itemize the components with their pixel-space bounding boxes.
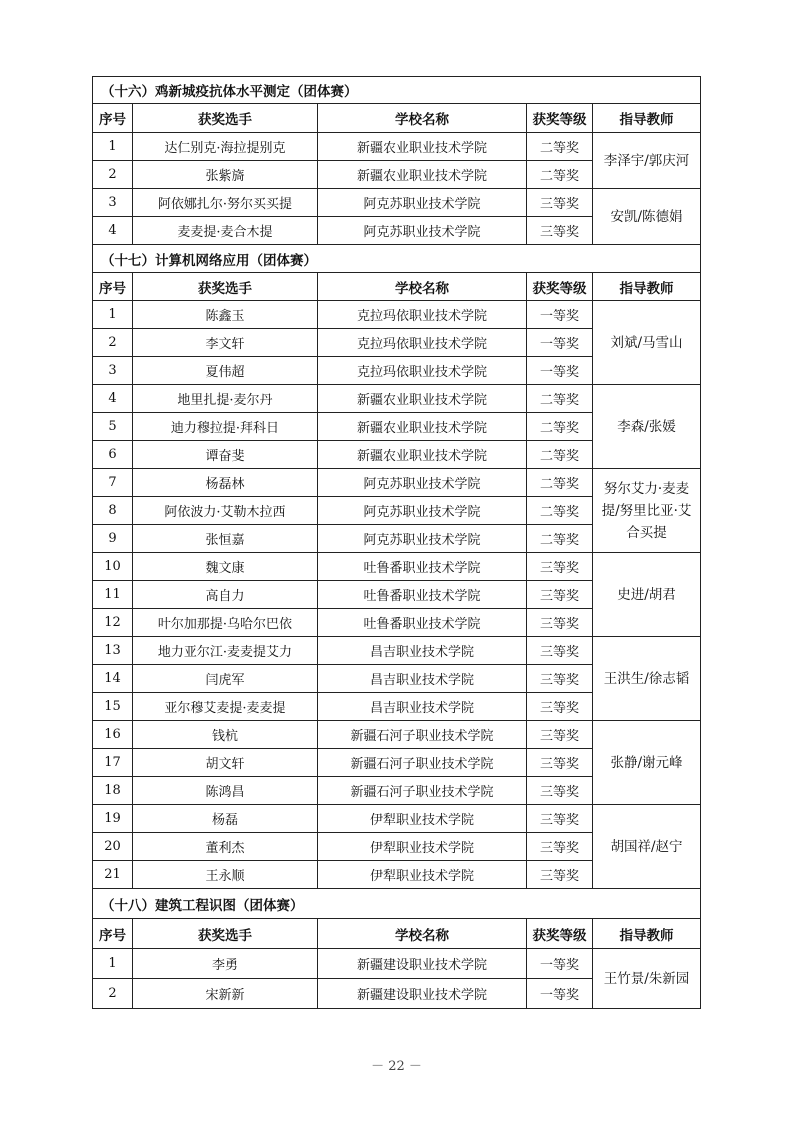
cell-level: 三等奖 xyxy=(527,553,593,581)
cell-school: 阿克苏职业技术学院 xyxy=(318,217,527,245)
cell-teacher: 王竹景/朱新园 xyxy=(593,949,701,1009)
cell-level: 三等奖 xyxy=(527,805,593,833)
table-row xyxy=(93,469,701,497)
cell-teacher: 刘斌/马雪山 xyxy=(593,301,701,385)
table-row xyxy=(93,385,701,413)
cell-school: 克拉玛依职业技术学院 xyxy=(318,329,527,357)
header-teacher: 指导教师 xyxy=(593,273,701,301)
cell-school: 新疆建设职业技术学院 xyxy=(318,979,527,1009)
table-row xyxy=(93,637,701,665)
header-index: 序号 xyxy=(93,104,133,133)
cell-level: 二等奖 xyxy=(527,469,593,497)
cell-winner: 张恒嘉 xyxy=(133,525,318,553)
cell-index: 10 xyxy=(93,553,133,581)
cell-school: 昌吉职业技术学院 xyxy=(318,665,527,693)
cell-index: 1 xyxy=(93,301,133,329)
table-row xyxy=(93,553,701,581)
cell-index: 6 xyxy=(93,441,133,469)
cell-level: 二等奖 xyxy=(527,441,593,469)
cell-level: 三等奖 xyxy=(527,217,593,245)
cell-school: 新疆农业职业技术学院 xyxy=(318,413,527,441)
header-level: 获奖等级 xyxy=(527,104,593,133)
cell-school: 阿克苏职业技术学院 xyxy=(318,525,527,553)
table-row xyxy=(93,189,701,217)
cell-winner: 李勇 xyxy=(133,949,318,979)
cell-teacher: 史进/胡君 xyxy=(593,553,701,637)
cell-index: 19 xyxy=(93,805,133,833)
cell-index: 11 xyxy=(93,581,133,609)
cell-school: 克拉玛依职业技术学院 xyxy=(318,357,527,385)
cell-level: 一等奖 xyxy=(527,357,593,385)
cell-school: 吐鲁番职业技术学院 xyxy=(318,581,527,609)
cell-school: 新疆农业职业技术学院 xyxy=(318,133,527,161)
header-teacher: 指导教师 xyxy=(593,104,701,133)
cell-level: 二等奖 xyxy=(527,385,593,413)
cell-school: 阿克苏职业技术学院 xyxy=(318,497,527,525)
cell-level: 三等奖 xyxy=(527,833,593,861)
cell-winner: 高自力 xyxy=(133,581,318,609)
cell-school: 吐鲁番职业技术学院 xyxy=(318,553,527,581)
table-row xyxy=(93,949,701,979)
cell-school: 新疆农业职业技术学院 xyxy=(318,161,527,189)
cell-winner: 钱杭 xyxy=(133,721,318,749)
cell-winner: 叶尔加那提·乌哈尔巴依 xyxy=(133,609,318,637)
cell-teacher: 胡国祥/赵宁 xyxy=(593,805,701,889)
cell-level: 三等奖 xyxy=(527,189,593,217)
cell-level: 三等奖 xyxy=(527,777,593,805)
cell-winner: 阿依娜扎尔·努尔买买提 xyxy=(133,189,318,217)
cell-index: 4 xyxy=(93,385,133,413)
section-title: （十八）建筑工程识图（团体赛） xyxy=(93,889,701,919)
cell-index: 15 xyxy=(93,693,133,721)
cell-winner: 麦麦提·麦合木提 xyxy=(133,217,318,245)
header-school: 学校名称 xyxy=(318,273,527,301)
cell-index: 20 xyxy=(93,833,133,861)
cell-index: 5 xyxy=(93,413,133,441)
cell-teacher: 张静/谢元峰 xyxy=(593,721,701,805)
cell-winner: 亚尔穆艾麦提·麦麦提 xyxy=(133,693,318,721)
cell-index: 1 xyxy=(93,133,133,161)
cell-level: 一等奖 xyxy=(527,301,593,329)
cell-winner: 宋新新 xyxy=(133,979,318,1009)
cell-level: 三等奖 xyxy=(527,665,593,693)
cell-index: 21 xyxy=(93,861,133,889)
cell-school: 吐鲁番职业技术学院 xyxy=(318,609,527,637)
cell-school: 伊犁职业技术学院 xyxy=(318,833,527,861)
page-number: － 22 － xyxy=(371,1059,422,1074)
awards-table xyxy=(92,76,701,1009)
cell-level: 三等奖 xyxy=(527,861,593,889)
cell-teacher: 王洪生/徐志韬 xyxy=(593,637,701,721)
cell-winner: 杨磊 xyxy=(133,805,318,833)
cell-winner: 闫虎军 xyxy=(133,665,318,693)
header-winner: 获奖选手 xyxy=(133,919,318,949)
header-school: 学校名称 xyxy=(318,104,527,133)
cell-school: 新疆农业职业技术学院 xyxy=(318,441,527,469)
cell-index: 12 xyxy=(93,609,133,637)
cell-index: 7 xyxy=(93,469,133,497)
table-row xyxy=(93,301,701,329)
cell-teacher: 努尔艾力·麦麦提/努里比亚·艾合买提 xyxy=(593,469,701,553)
table-row xyxy=(93,133,701,161)
cell-school: 伊犁职业技术学院 xyxy=(318,861,527,889)
cell-index: 1 xyxy=(93,949,133,979)
cell-level: 二等奖 xyxy=(527,525,593,553)
cell-school: 阿克苏职业技术学院 xyxy=(318,189,527,217)
cell-index: 2 xyxy=(93,161,133,189)
cell-school: 新疆石河子职业技术学院 xyxy=(318,749,527,777)
cell-winner: 夏伟超 xyxy=(133,357,318,385)
cell-index: 2 xyxy=(93,329,133,357)
header-school: 学校名称 xyxy=(318,919,527,949)
cell-teacher: 李泽宇/郭庆河 xyxy=(593,133,701,189)
cell-index: 17 xyxy=(93,749,133,777)
header-winner: 获奖选手 xyxy=(133,104,318,133)
cell-level: 三等奖 xyxy=(527,581,593,609)
header-winner: 获奖选手 xyxy=(133,273,318,301)
cell-level: 三等奖 xyxy=(527,693,593,721)
cell-school: 新疆农业职业技术学院 xyxy=(318,385,527,413)
cell-teacher: 李森/张媛 xyxy=(593,385,701,469)
cell-level: 三等奖 xyxy=(527,749,593,777)
cell-index: 18 xyxy=(93,777,133,805)
cell-level: 二等奖 xyxy=(527,133,593,161)
cell-winner: 杨磊林 xyxy=(133,469,318,497)
section-title: （十六）鸡新城疫抗体水平测定（团体赛） xyxy=(93,77,701,104)
cell-winner: 李文轩 xyxy=(133,329,318,357)
cell-school: 新疆石河子职业技术学院 xyxy=(318,721,527,749)
header-index: 序号 xyxy=(93,273,133,301)
cell-school: 伊犁职业技术学院 xyxy=(318,805,527,833)
cell-level: 二等奖 xyxy=(527,161,593,189)
header-index: 序号 xyxy=(93,919,133,949)
section-title-row xyxy=(93,245,701,273)
section-title-row xyxy=(93,77,701,104)
cell-teacher: 安凯/陈德娟 xyxy=(593,189,701,245)
cell-level: 三等奖 xyxy=(527,721,593,749)
cell-winner: 魏文康 xyxy=(133,553,318,581)
header-level: 获奖等级 xyxy=(527,273,593,301)
cell-index: 14 xyxy=(93,665,133,693)
cell-school: 新疆建设职业技术学院 xyxy=(318,949,527,979)
cell-winner: 陈鑫玉 xyxy=(133,301,318,329)
cell-level: 一等奖 xyxy=(527,949,593,979)
table-row xyxy=(93,805,701,833)
cell-index: 16 xyxy=(93,721,133,749)
cell-winner: 陈鸿昌 xyxy=(133,777,318,805)
cell-school: 昌吉职业技术学院 xyxy=(318,693,527,721)
cell-school: 克拉玛依职业技术学院 xyxy=(318,301,527,329)
cell-winner: 董利杰 xyxy=(133,833,318,861)
cell-index: 3 xyxy=(93,189,133,217)
header-teacher: 指导教师 xyxy=(593,919,701,949)
cell-level: 一等奖 xyxy=(527,979,593,1009)
cell-school: 阿克苏职业技术学院 xyxy=(318,469,527,497)
cell-winner: 阿依波力·艾勒木拉西 xyxy=(133,497,318,525)
cell-winner: 王永顺 xyxy=(133,861,318,889)
cell-school: 新疆石河子职业技术学院 xyxy=(318,777,527,805)
cell-level: 三等奖 xyxy=(527,609,593,637)
cell-level: 二等奖 xyxy=(527,413,593,441)
cell-level: 三等奖 xyxy=(527,637,593,665)
table-row xyxy=(93,721,701,749)
cell-winner: 迪力穆拉提·拜科日 xyxy=(133,413,318,441)
cell-index: 13 xyxy=(93,637,133,665)
cell-winner: 谭奋斐 xyxy=(133,441,318,469)
cell-winner: 地力亚尔江·麦麦提艾力 xyxy=(133,637,318,665)
cell-level: 一等奖 xyxy=(527,329,593,357)
cell-winner: 地里扎提·麦尔丹 xyxy=(133,385,318,413)
cell-index: 4 xyxy=(93,217,133,245)
cell-winner: 胡文轩 xyxy=(133,749,318,777)
header-row xyxy=(93,104,701,133)
cell-index: 8 xyxy=(93,497,133,525)
cell-winner: 张紫旖 xyxy=(133,161,318,189)
cell-level: 二等奖 xyxy=(527,497,593,525)
header-level: 获奖等级 xyxy=(527,919,593,949)
header-row xyxy=(93,273,701,301)
cell-school: 昌吉职业技术学院 xyxy=(318,637,527,665)
cell-index: 9 xyxy=(93,525,133,553)
section-title-row xyxy=(93,889,701,919)
cell-index: 3 xyxy=(93,357,133,385)
cell-index: 2 xyxy=(93,979,133,1009)
section-title: （十七）计算机网络应用（团体赛） xyxy=(93,245,701,273)
header-row xyxy=(93,919,701,949)
cell-winner: 达仁别克·海拉提别克 xyxy=(133,133,318,161)
